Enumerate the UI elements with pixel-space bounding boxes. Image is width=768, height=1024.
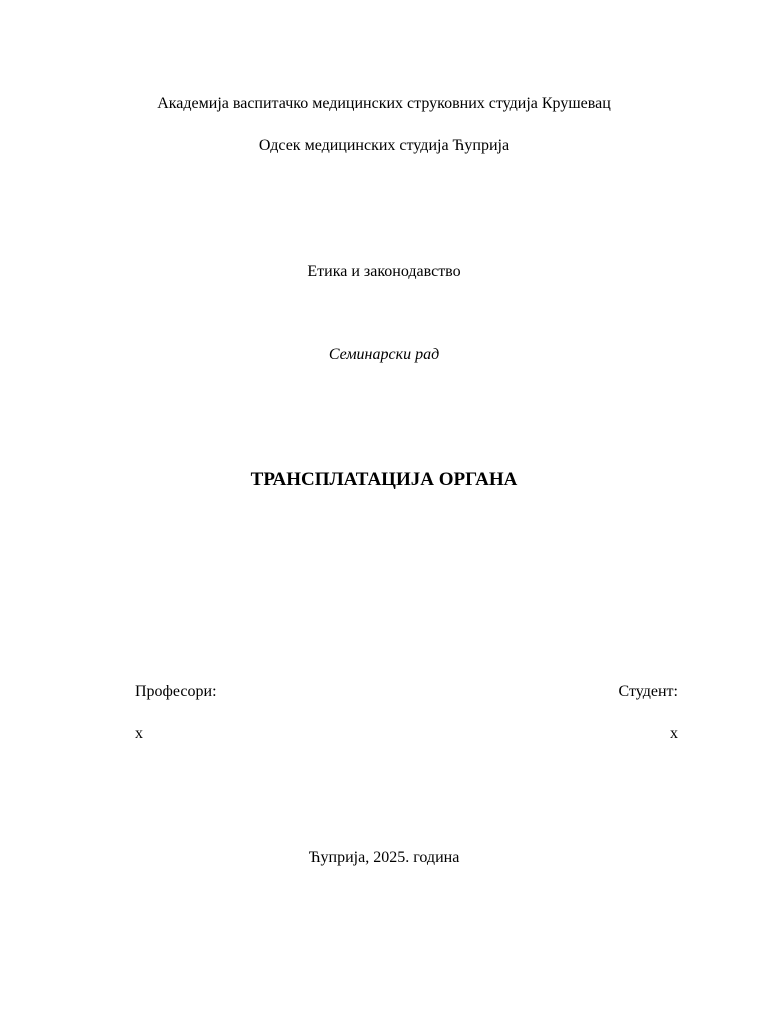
document-title: ТРАНСПЛАТАЦИЈА ОРГАНА: [250, 469, 518, 490]
student-label: Студент:: [618, 683, 678, 700]
department-name: Одсек медицинских студија Ћуприја: [258, 137, 510, 154]
student-name: x: [670, 725, 678, 742]
professors-name: x: [135, 725, 143, 742]
professors-label: Професори:: [135, 683, 217, 700]
subject-name: Етика и законодавство: [307, 263, 461, 280]
institution-name: Академија васпитачко медицинских струковних студија Крушевац: [157, 95, 611, 112]
place-and-date: Ћуприја, 2025. година: [308, 849, 460, 866]
document-type: Семинарски рад: [328, 346, 440, 363]
